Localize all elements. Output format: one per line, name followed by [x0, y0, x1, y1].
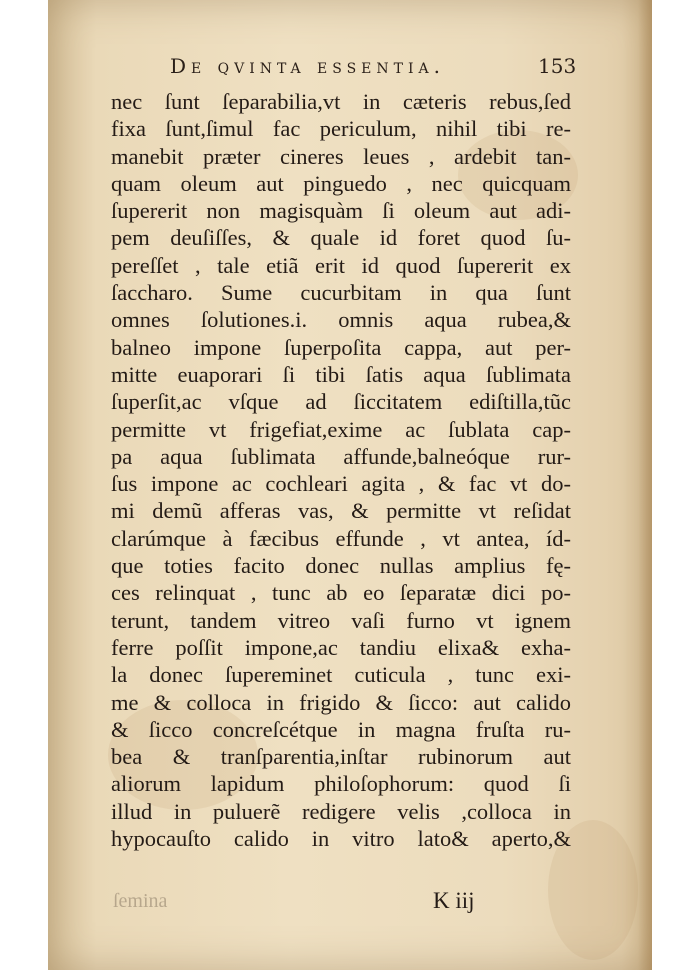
text-line: pa aqua ſublimata affunde,balneóque rur-	[111, 443, 571, 469]
text-line: hypocauſto calido in vitro lato& aperto,&	[111, 826, 571, 852]
signature-mark: K iij	[433, 888, 475, 913]
text-line: terunt, tandem vitreo vaſi furno vt ignem	[111, 607, 571, 633]
running-head	[170, 54, 610, 84]
text-line: pereſſet , tale etiã erit id quod ſupererit ex	[111, 252, 571, 278]
running-title: De qvinta essentia.	[170, 54, 445, 78]
text-line: manebit præter cineres leues , ardebit tan-	[111, 143, 571, 169]
faded-catchword: ſemina	[113, 890, 168, 912]
text-line: ſupererit non magisquàm ſi oleum aut adi-	[111, 198, 571, 224]
text-line: quam oleum aut pinguedo , nec quicquam	[111, 170, 571, 196]
text-line: permitte vt frigefiat,exime ac ſublata cap-	[111, 416, 571, 442]
text-line: nec ſunt ſeparabilia,vt in cæteris rebus,ſed	[111, 89, 571, 114]
text-line: mitte euaporari ſi tibi ſatis aqua ſublimata	[111, 361, 571, 387]
text-line: ſus impone ac cochleari agita , & fac vt do-	[111, 471, 571, 497]
text-line: bea & tranſparentia,inſtar rubinorum aut	[111, 744, 571, 770]
text-line: ces relinquat , tunc ab eo ſeparatæ dici po-	[111, 580, 571, 606]
text-line: la donec ſupereminet cuticula , tunc exi-	[111, 662, 571, 688]
text-line: balneo impone ſuperpoſita cappa, aut per-	[111, 334, 571, 360]
text-line: ſaccharo. Sume cucurbitam in qua ſunt	[111, 280, 571, 306]
text-line: & ſicco concreſcétque in magna fruſta ru-	[111, 716, 571, 742]
body-text	[111, 88, 571, 852]
page-footer	[111, 888, 531, 916]
text-line: fixa ſunt,ſimul fac periculum, nihil tibi re-	[111, 116, 571, 142]
text-line: illud in puluerẽ redigere velis ,colloca in	[111, 798, 571, 824]
page-number: 153	[538, 54, 577, 78]
text-line: mi demũ afferas vas, & permitte vt reſidat	[111, 498, 571, 524]
text-line: ſuperſit,ac vſque ad ſiccitatem ediſtilla,tũc	[111, 389, 571, 415]
text-line: ferre poſſit impone,ac tandiu elixa& exha-	[111, 634, 571, 660]
text-line: que toties facito donec nullas amplius fę-	[111, 553, 571, 579]
text-line: me & colloca in frigido & ſicco: aut calido	[111, 689, 571, 715]
text-line: pem deuſiſſes, & quale id foret quod ſu-	[111, 225, 571, 251]
text-line: omnes ſolutiones.i. omnis aqua rubea,&	[111, 307, 571, 333]
text-line: clarúmque à fæcibus effunde , vt antea, íd-	[111, 525, 571, 551]
text-line: aliorum lapidum philoſophorum: quod ſi	[111, 771, 571, 797]
